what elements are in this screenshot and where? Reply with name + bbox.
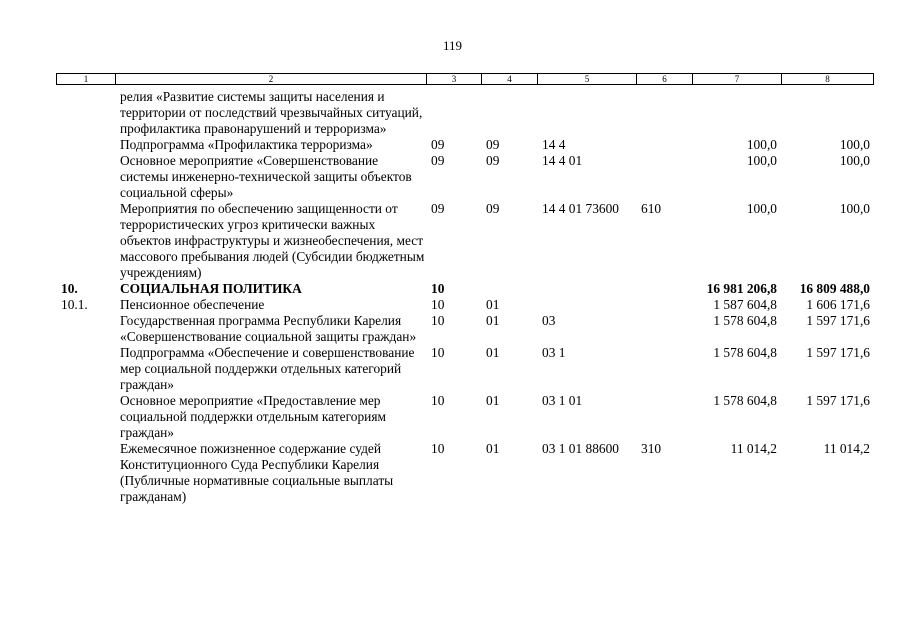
page-number: 119: [442, 38, 463, 53]
row-expense-type: 310: [641, 441, 662, 456]
row-amount-1: 1 578 604,8: [713, 345, 777, 360]
row-target-code: 03 1 01 88600: [542, 441, 619, 456]
row-expense-type: [636, 153, 692, 201]
row-subsection: 01: [486, 297, 500, 312]
table-row: [56, 441, 873, 505]
row-amount-1: 100,0: [746, 201, 777, 216]
row-target-code: 14 4 01 73600: [542, 201, 619, 216]
table-row: [56, 201, 873, 281]
row-name: Пенсионное обеспечение: [120, 297, 265, 312]
row-amount-1: [692, 89, 781, 137]
row-section: 09: [431, 201, 445, 216]
row-amount-1: 11 014,2: [730, 441, 777, 456]
column-header-row: [56, 73, 874, 85]
row-target-code: 14 4 01: [542, 153, 583, 168]
row-section: 09: [431, 137, 445, 152]
row-number: [56, 201, 115, 281]
row-name: Основное мероприятие «Предоставление мер социальной поддержки отдельным категориям граждан»: [120, 393, 386, 440]
row-subsection: 09: [486, 153, 500, 168]
column-header-8: 8: [782, 74, 874, 85]
column-header-4: 4: [482, 74, 538, 85]
row-name: Основное мероприятие «Совершенствование системы инженерно-технической защиты объектов социальной сферы»: [120, 153, 412, 200]
row-name: Ежемесячное пожизненное содержание судей Конституционного Суда Республики Карелия (Публичные нормативные социальные выплаты гражданам): [120, 441, 394, 504]
column-header-3: 3: [427, 74, 482, 85]
row-subsection: 09: [486, 137, 500, 152]
row-name: Подпрограмма «Профилактика терроризма»: [120, 137, 373, 152]
row-target-code: 14 4: [542, 137, 566, 152]
budget-table: [56, 89, 873, 505]
row-amount-2: 1 606 171,6: [806, 297, 870, 312]
row-name: Подпрограмма «Обеспечение и совершенствование мер социальной поддержки отдельных категорий граждан»: [120, 345, 415, 392]
row-section: 10: [431, 393, 445, 408]
row-section: [426, 89, 481, 137]
row-expense-type: [636, 137, 692, 153]
row-target-code: 03 1 01: [542, 393, 583, 408]
row-amount-2: 100,0: [839, 201, 870, 216]
row-expense-type: [636, 393, 692, 441]
table-row: [56, 313, 873, 345]
row-section: 10: [431, 441, 445, 456]
row-target-code: [537, 281, 636, 297]
row-subsection: 09: [486, 201, 500, 216]
row-target-code: 03: [542, 313, 556, 328]
row-amount-1: 1 578 604,8: [713, 393, 777, 408]
table-row: [56, 345, 873, 393]
row-number: [56, 393, 115, 441]
row-amount-2: 1 597 171,6: [806, 345, 870, 360]
row-expense-type: [636, 281, 692, 297]
row-section: 10: [431, 313, 445, 328]
row-amount-2: 11 014,2: [823, 441, 870, 456]
row-amount-2: 100,0: [839, 137, 870, 152]
row-section: 10: [431, 281, 445, 296]
row-name: Мероприятия по обеспечению защищенности от террористических угроз критически важных объектов инфраструктуры и жизнеобеспечения, мест массового пребывания людей (Субсидии бюджетным учреждениям): [120, 201, 425, 280]
table-row: [56, 281, 873, 297]
row-amount-1: 1 587 604,8: [713, 297, 777, 312]
row-subsection: [481, 281, 537, 297]
row-number: [56, 441, 115, 505]
table-row: [56, 89, 873, 137]
row-amount-2: 1 597 171,6: [806, 393, 870, 408]
row-amount-2: 1 597 171,6: [806, 313, 870, 328]
row-section: 10: [431, 345, 445, 360]
row-expense-type: [636, 313, 692, 345]
row-number: [56, 137, 115, 153]
row-expense-type: [636, 89, 692, 137]
row-subsection: 01: [486, 313, 500, 328]
row-target-code: 03 1: [542, 345, 566, 360]
row-target-code: [537, 89, 636, 137]
row-subsection: 01: [486, 345, 500, 360]
row-amount-2: 100,0: [839, 153, 870, 168]
row-section: 10: [431, 297, 445, 312]
row-amount-2: [781, 89, 873, 137]
row-amount-1: 100,0: [746, 137, 777, 152]
table-row: [56, 297, 873, 313]
row-amount-1: 100,0: [746, 153, 777, 168]
row-number: [56, 153, 115, 201]
table-row: [56, 153, 873, 201]
column-header-1: 1: [57, 74, 116, 85]
row-amount-1: 16 981 206,8: [706, 281, 777, 296]
row-expense-type: 610: [641, 201, 662, 216]
row-target-code: [537, 297, 636, 313]
row-amount-2: 16 809 488,0: [799, 281, 870, 296]
row-number: [56, 313, 115, 345]
table-row: [56, 137, 873, 153]
row-expense-type: [636, 297, 692, 313]
column-header-7: 7: [693, 74, 782, 85]
row-name: СОЦИАЛЬНАЯ ПОЛИТИКА: [120, 281, 302, 296]
row-subsection: [481, 89, 537, 137]
row-name: Государственная программа Республики Карелия «Совершенствование социальной защиты граждан»: [120, 313, 417, 344]
column-header-5: 5: [538, 74, 637, 85]
row-name: релия «Развитие системы защиты населения и территории от последствий чрезвычайных ситуаций, профилактика правонарушений и терроризма»: [120, 89, 423, 136]
row-number: [56, 345, 115, 393]
row-subsection: 01: [486, 441, 500, 456]
column-header-6: 6: [637, 74, 693, 85]
row-number: [56, 89, 115, 137]
row-number: 10.1.: [61, 297, 88, 312]
row-subsection: 01: [486, 393, 500, 408]
table-row: [56, 393, 873, 441]
row-amount-1: 1 578 604,8: [713, 313, 777, 328]
row-section: 09: [431, 153, 445, 168]
column-header-2: 2: [116, 74, 427, 85]
row-number: 10.: [61, 281, 78, 296]
row-expense-type: [636, 345, 692, 393]
